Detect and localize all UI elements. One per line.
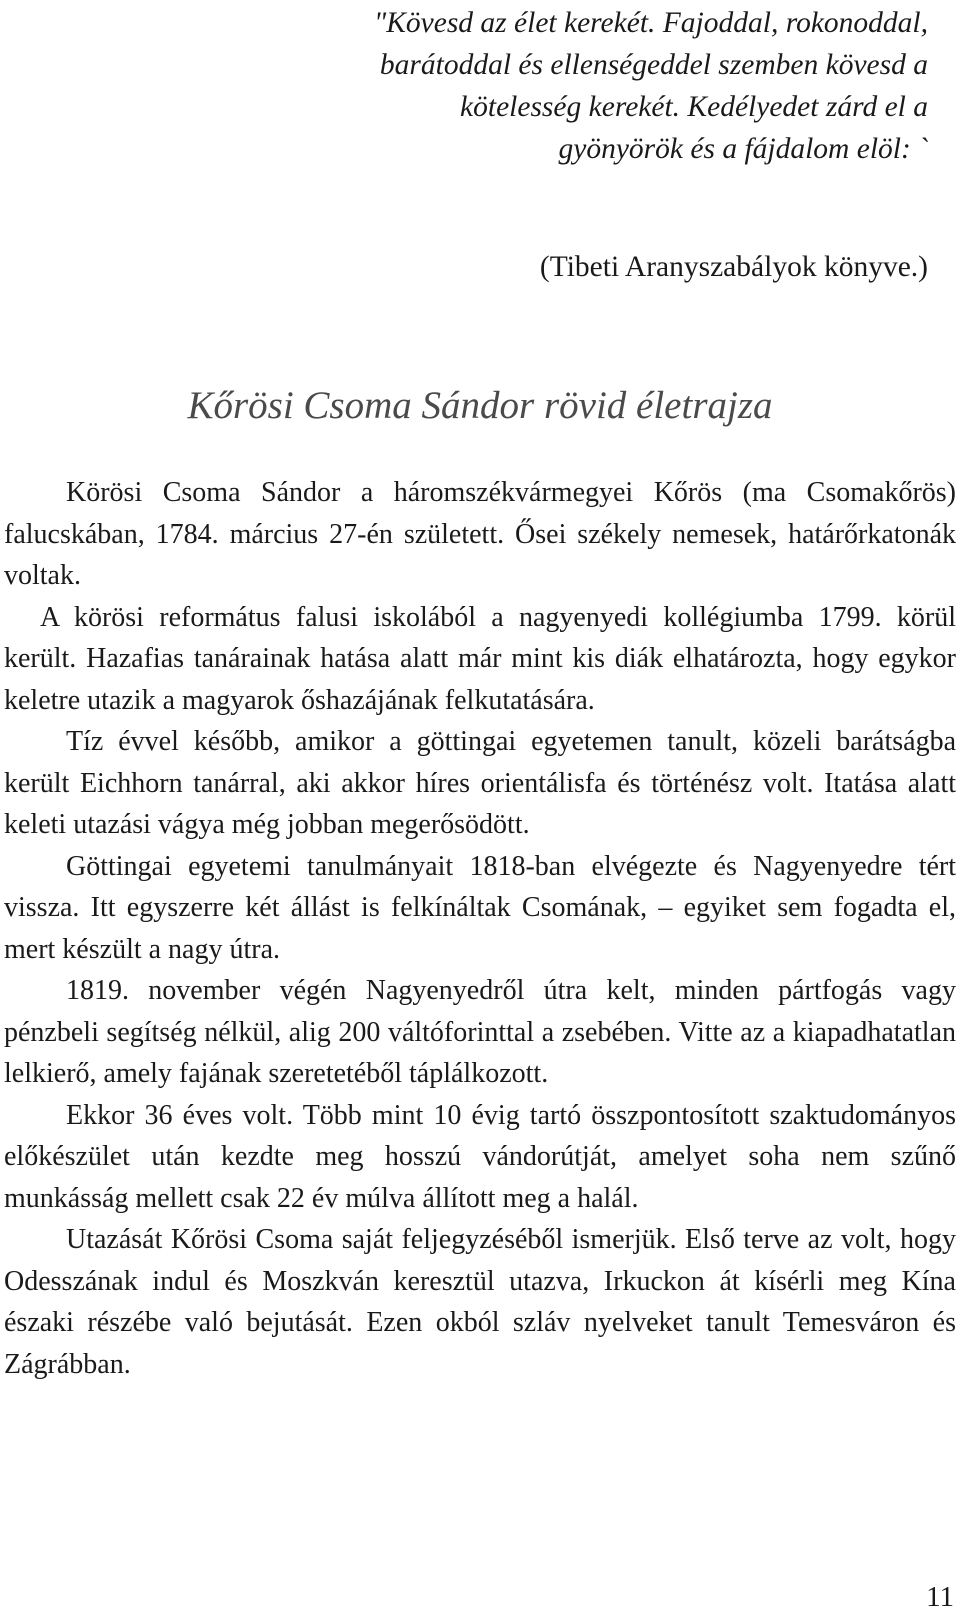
epigraph-source: (Tibeti Aranyszabályok könyve.)	[539, 251, 928, 283]
paragraph: 1819. november végén Nagyenyedről útra kelt, minden pártfogás vagy pénzbeli segítség nélkül, alig 200 váltóforinttal a zsebében. Vitte az a kiapadhatatlan lelkierő, amely fajának szeretetéből táplálkozott.	[4, 975, 956, 1089]
body-text	[4, 472, 956, 1385]
paragraph: Utazását Kőrösi Csoma saját feljegyzéséből ismerjük. Első terve az volt, hogy Odesszának indul és Moszkván keresztül utazva, Irkuckon át kísérli meg Kína északi részébe való bejutását. Ezen okból szláv nyelveket tanult Temesváron és Zágrábban.	[4, 1224, 956, 1380]
page-number: 11	[926, 1581, 954, 1613]
paragraph: Göttingai egyetemi tanulmányait 1818-ban elvégezte és Nagyenyedre tért vissza. Itt egyszerre két állást is felkínáltak Csomának, – egyiket sem fogadta el, mert készült a nagy útra.	[4, 850, 956, 965]
paragraph: Körösi Csoma Sándor a háromszékvármegyei Kőrös (ma Csomakőrös) falucskában, 1784. március 27-én született. Ősei székely nemesek, határőrkatonák voltak.	[4, 477, 956, 591]
paragraph: Ekkor 36 éves volt. Több mint 10 évig tartó összpontosított szaktudományos előkészület után kezdte meg hosszú vándorútját, amelyet soha nem szűnő munkásság mellett csak 22 év múlva állított meg a halál.	[4, 1099, 956, 1214]
paragraph: A körösi református falusi iskolából a nagyenyedi kollégiumba 1799. körül került. Hazafias tanárainak hatása alatt már mint kis diák elhatározta, hogy egykor keletre utazik a magyarok őshazájának felkutatására.	[4, 601, 956, 716]
chapter-title: Kőrösi Csoma Sándor rövid életrajza	[187, 384, 773, 427]
paragraph: Tíz évvel később, amikor a göttingai egyetemen tanult, közeli barátságba került Eichhorn tanárral, aki akkor híres orientálisfa és történész volt. Itatása alatt keleti utazási vágya még jobban megerősödött.	[4, 726, 956, 840]
epigraph-quote: "Kövesd az élet kerekét. Fajoddal, rokonoddal, barátoddal és ellenségeddel szemben kövesd a kötelesség kerekét. Kedélyedet zárd el a gyönyörök és a fájdalom elöl: `	[373, 7, 928, 165]
